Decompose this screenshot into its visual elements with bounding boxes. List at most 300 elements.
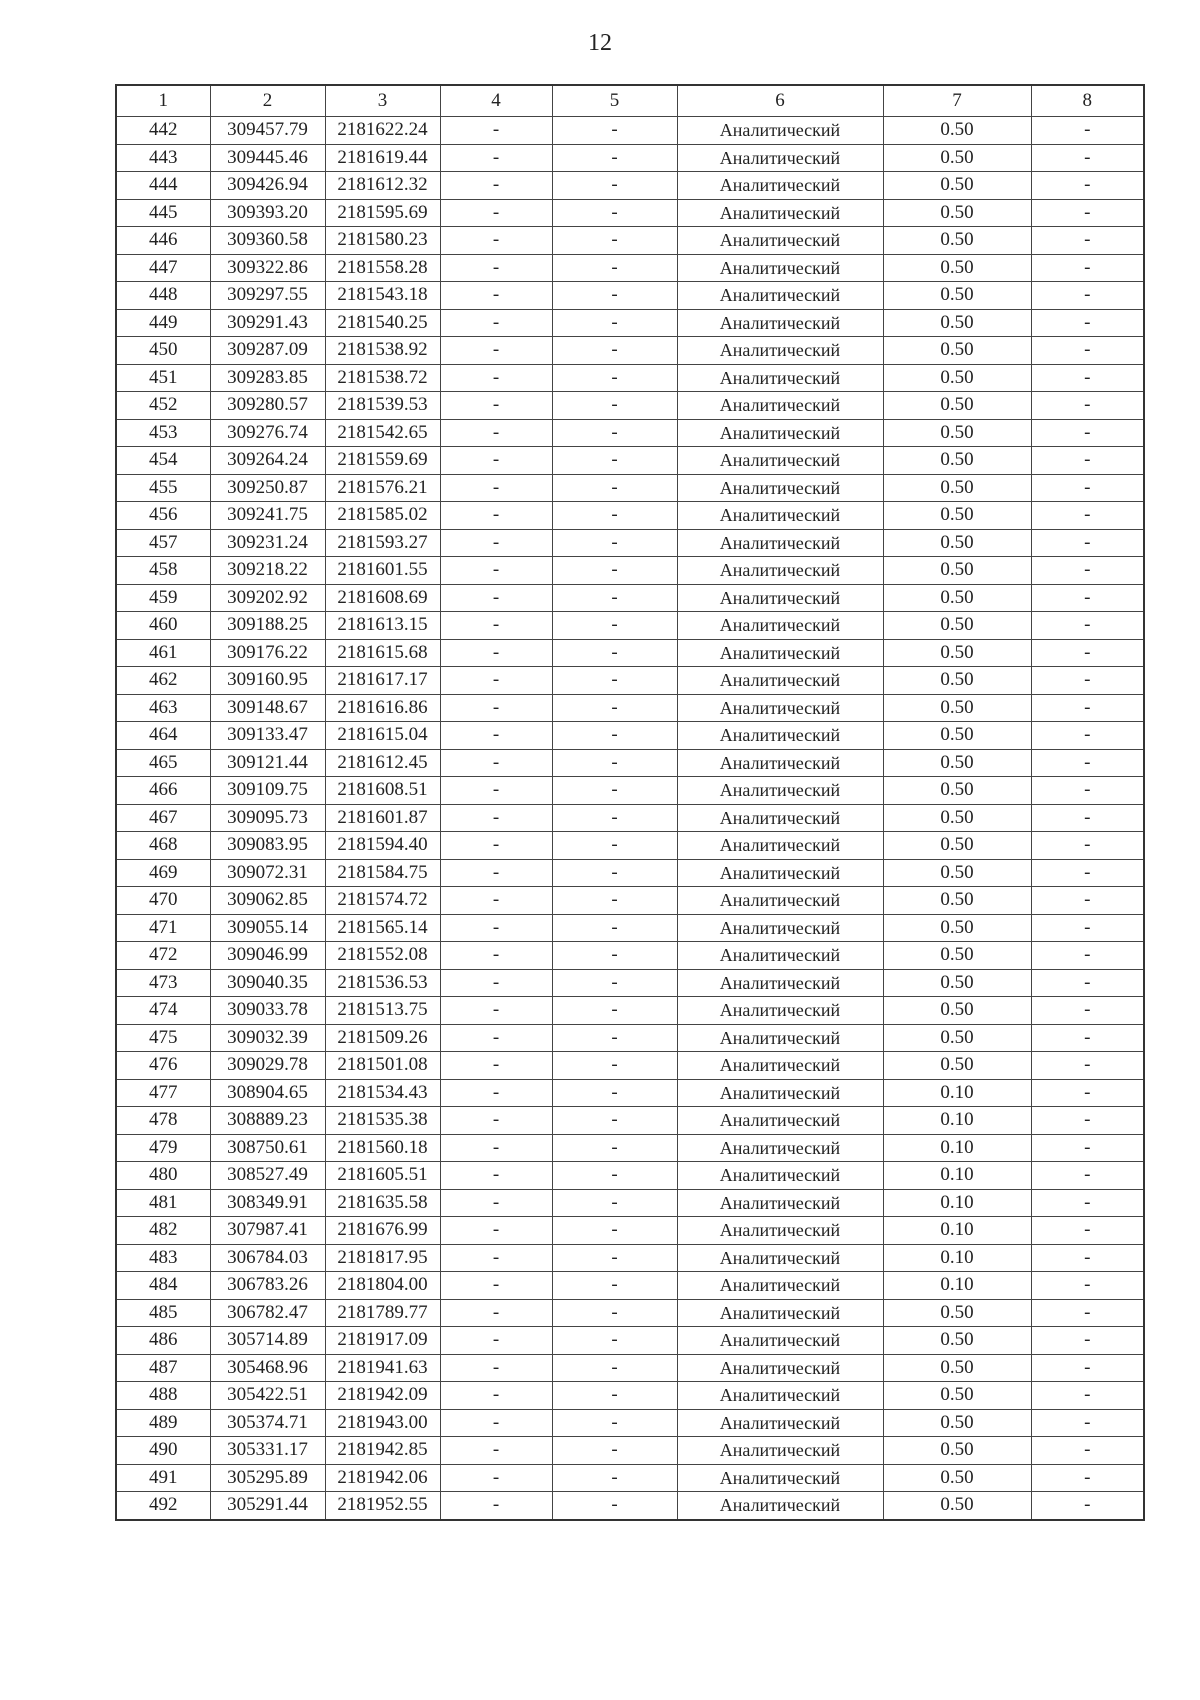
cell-col-4: - bbox=[440, 1052, 552, 1080]
cell-col-5: - bbox=[552, 914, 677, 942]
cell-point-number: 491 bbox=[116, 1464, 210, 1492]
cell-method: Аналитический bbox=[677, 804, 883, 832]
cell-accuracy: 0.50 bbox=[883, 337, 1031, 365]
cell-point-number: 479 bbox=[116, 1134, 210, 1162]
cell-method: Аналитический bbox=[677, 969, 883, 997]
cell-col-8: - bbox=[1031, 777, 1144, 805]
cell-method: Аналитический bbox=[677, 1134, 883, 1162]
cell-col-8: - bbox=[1031, 474, 1144, 502]
cell-method: Аналитический bbox=[677, 254, 883, 282]
cell-col-5: - bbox=[552, 529, 677, 557]
cell-point-number: 443 bbox=[116, 144, 210, 172]
cell-x-coordinate: 309231.24 bbox=[210, 529, 325, 557]
cell-x-coordinate: 309040.35 bbox=[210, 969, 325, 997]
cell-accuracy: 0.10 bbox=[883, 1189, 1031, 1217]
cell-point-number: 465 bbox=[116, 749, 210, 777]
cell-col-5: - bbox=[552, 227, 677, 255]
table-row bbox=[116, 914, 1144, 942]
cell-y-coordinate: 2181601.87 bbox=[325, 804, 440, 832]
cell-col-4: - bbox=[440, 309, 552, 337]
cell-col-5: - bbox=[552, 832, 677, 860]
cell-col-8: - bbox=[1031, 1079, 1144, 1107]
cell-col-4: - bbox=[440, 474, 552, 502]
cell-point-number: 475 bbox=[116, 1024, 210, 1052]
cell-method: Аналитический bbox=[677, 749, 883, 777]
cell-col-5: - bbox=[552, 502, 677, 530]
cell-point-number: 470 bbox=[116, 887, 210, 915]
cell-col-4: - bbox=[440, 667, 552, 695]
cell-col-5: - bbox=[552, 1299, 677, 1327]
cell-col-8: - bbox=[1031, 749, 1144, 777]
cell-x-coordinate: 309133.47 bbox=[210, 722, 325, 750]
cell-x-coordinate: 309457.79 bbox=[210, 117, 325, 145]
cell-x-coordinate: 309033.78 bbox=[210, 997, 325, 1025]
cell-col-4: - bbox=[440, 584, 552, 612]
table-row bbox=[116, 392, 1144, 420]
cell-accuracy: 0.50 bbox=[883, 942, 1031, 970]
cell-x-coordinate: 308889.23 bbox=[210, 1107, 325, 1135]
cell-col-4: - bbox=[440, 1272, 552, 1300]
cell-col-8: - bbox=[1031, 557, 1144, 585]
cell-y-coordinate: 2181804.00 bbox=[325, 1272, 440, 1300]
cell-accuracy: 0.50 bbox=[883, 804, 1031, 832]
cell-col-4: - bbox=[440, 997, 552, 1025]
cell-accuracy: 0.50 bbox=[883, 447, 1031, 475]
cell-method: Аналитический bbox=[677, 1437, 883, 1465]
cell-point-number: 455 bbox=[116, 474, 210, 502]
cell-col-5: - bbox=[552, 694, 677, 722]
cell-col-5: - bbox=[552, 1079, 677, 1107]
table-row bbox=[116, 639, 1144, 667]
column-header-1: 1 bbox=[116, 85, 210, 117]
cell-col-4: - bbox=[440, 1382, 552, 1410]
cell-col-8: - bbox=[1031, 419, 1144, 447]
table-row bbox=[116, 529, 1144, 557]
cell-x-coordinate: 309121.44 bbox=[210, 749, 325, 777]
cell-col-8: - bbox=[1031, 722, 1144, 750]
table-row bbox=[116, 419, 1144, 447]
cell-col-4: - bbox=[440, 1464, 552, 1492]
cell-accuracy: 0.50 bbox=[883, 1464, 1031, 1492]
table-row bbox=[116, 199, 1144, 227]
cell-method: Аналитический bbox=[677, 199, 883, 227]
cell-x-coordinate: 309445.46 bbox=[210, 144, 325, 172]
cell-point-number: 446 bbox=[116, 227, 210, 255]
cell-col-4: - bbox=[440, 1134, 552, 1162]
cell-col-4: - bbox=[440, 942, 552, 970]
cell-col-4: - bbox=[440, 337, 552, 365]
cell-y-coordinate: 2181612.45 bbox=[325, 749, 440, 777]
cell-col-4: - bbox=[440, 832, 552, 860]
cell-col-8: - bbox=[1031, 1354, 1144, 1382]
cell-method: Аналитический bbox=[677, 942, 883, 970]
cell-col-5: - bbox=[552, 1244, 677, 1272]
cell-col-8: - bbox=[1031, 859, 1144, 887]
cell-method: Аналитический bbox=[677, 914, 883, 942]
cell-col-8: - bbox=[1031, 969, 1144, 997]
cell-x-coordinate: 309055.14 bbox=[210, 914, 325, 942]
cell-col-5: - bbox=[552, 144, 677, 172]
cell-col-8: - bbox=[1031, 364, 1144, 392]
cell-x-coordinate: 305291.44 bbox=[210, 1492, 325, 1520]
cell-col-4: - bbox=[440, 419, 552, 447]
cell-accuracy: 0.50 bbox=[883, 612, 1031, 640]
cell-accuracy: 0.50 bbox=[883, 172, 1031, 200]
cell-col-5: - bbox=[552, 1162, 677, 1190]
cell-y-coordinate: 2181574.72 bbox=[325, 887, 440, 915]
cell-point-number: 477 bbox=[116, 1079, 210, 1107]
cell-method: Аналитический bbox=[677, 1272, 883, 1300]
cell-col-5: - bbox=[552, 254, 677, 282]
table-row bbox=[116, 337, 1144, 365]
cell-col-4: - bbox=[440, 1492, 552, 1520]
table-row bbox=[116, 1244, 1144, 1272]
cell-x-coordinate: 309297.55 bbox=[210, 282, 325, 310]
cell-x-coordinate: 309287.09 bbox=[210, 337, 325, 365]
cell-point-number: 450 bbox=[116, 337, 210, 365]
cell-col-4: - bbox=[440, 1024, 552, 1052]
cell-accuracy: 0.50 bbox=[883, 529, 1031, 557]
cell-col-4: - bbox=[440, 447, 552, 475]
cell-point-number: 456 bbox=[116, 502, 210, 530]
cell-method: Аналитический bbox=[677, 667, 883, 695]
cell-x-coordinate: 309046.99 bbox=[210, 942, 325, 970]
cell-x-coordinate: 309062.85 bbox=[210, 887, 325, 915]
table-row bbox=[116, 612, 1144, 640]
table-row bbox=[116, 1079, 1144, 1107]
cell-accuracy: 0.50 bbox=[883, 969, 1031, 997]
cell-accuracy: 0.50 bbox=[883, 584, 1031, 612]
cell-col-4: - bbox=[440, 254, 552, 282]
table-row bbox=[116, 1437, 1144, 1465]
cell-method: Аналитический bbox=[677, 584, 883, 612]
cell-x-coordinate: 306783.26 bbox=[210, 1272, 325, 1300]
cell-method: Аналитический bbox=[677, 694, 883, 722]
cell-col-4: - bbox=[440, 722, 552, 750]
cell-accuracy: 0.50 bbox=[883, 1382, 1031, 1410]
cell-col-5: - bbox=[552, 612, 677, 640]
table-row bbox=[116, 1134, 1144, 1162]
cell-method: Аналитический bbox=[677, 117, 883, 145]
cell-method: Аналитический bbox=[677, 1189, 883, 1217]
cell-accuracy: 0.10 bbox=[883, 1217, 1031, 1245]
cell-col-5: - bbox=[552, 639, 677, 667]
cell-col-5: - bbox=[552, 1464, 677, 1492]
cell-y-coordinate: 2181817.95 bbox=[325, 1244, 440, 1272]
cell-point-number: 476 bbox=[116, 1052, 210, 1080]
cell-x-coordinate: 308750.61 bbox=[210, 1134, 325, 1162]
cell-col-5: - bbox=[552, 749, 677, 777]
cell-x-coordinate: 305374.71 bbox=[210, 1409, 325, 1437]
cell-col-8: - bbox=[1031, 1464, 1144, 1492]
cell-point-number: 451 bbox=[116, 364, 210, 392]
cell-col-5: - bbox=[552, 447, 677, 475]
cell-y-coordinate: 2181789.77 bbox=[325, 1299, 440, 1327]
cell-method: Аналитический bbox=[677, 282, 883, 310]
cell-col-8: - bbox=[1031, 1382, 1144, 1410]
column-header-2: 2 bbox=[210, 85, 325, 117]
cell-col-8: - bbox=[1031, 1437, 1144, 1465]
table-row bbox=[116, 1464, 1144, 1492]
cell-col-5: - bbox=[552, 1107, 677, 1135]
cell-col-8: - bbox=[1031, 1162, 1144, 1190]
cell-col-5: - bbox=[552, 1272, 677, 1300]
cell-y-coordinate: 2181534.43 bbox=[325, 1079, 440, 1107]
cell-col-8: - bbox=[1031, 1299, 1144, 1327]
cell-method: Аналитический bbox=[677, 1107, 883, 1135]
cell-method: Аналитический bbox=[677, 474, 883, 502]
cell-method: Аналитический bbox=[677, 1382, 883, 1410]
cell-x-coordinate: 305468.96 bbox=[210, 1354, 325, 1382]
column-header-7: 7 bbox=[883, 85, 1031, 117]
cell-accuracy: 0.50 bbox=[883, 914, 1031, 942]
cell-x-coordinate: 306784.03 bbox=[210, 1244, 325, 1272]
cell-point-number: 472 bbox=[116, 942, 210, 970]
cell-col-4: - bbox=[440, 1244, 552, 1272]
cell-accuracy: 0.50 bbox=[883, 309, 1031, 337]
cell-y-coordinate: 2181540.25 bbox=[325, 309, 440, 337]
cell-col-8: - bbox=[1031, 392, 1144, 420]
table-row bbox=[116, 447, 1144, 475]
cell-x-coordinate: 305714.89 bbox=[210, 1327, 325, 1355]
cell-point-number: 459 bbox=[116, 584, 210, 612]
cell-accuracy: 0.50 bbox=[883, 832, 1031, 860]
cell-point-number: 466 bbox=[116, 777, 210, 805]
cell-col-5: - bbox=[552, 474, 677, 502]
table-row bbox=[116, 144, 1144, 172]
cell-accuracy: 0.50 bbox=[883, 1327, 1031, 1355]
cell-point-number: 468 bbox=[116, 832, 210, 860]
cell-method: Аналитический bbox=[677, 1244, 883, 1272]
cell-point-number: 464 bbox=[116, 722, 210, 750]
cell-accuracy: 0.50 bbox=[883, 667, 1031, 695]
cell-method: Аналитический bbox=[677, 997, 883, 1025]
cell-accuracy: 0.50 bbox=[883, 1354, 1031, 1382]
cell-col-5: - bbox=[552, 997, 677, 1025]
table-row bbox=[116, 694, 1144, 722]
cell-point-number: 485 bbox=[116, 1299, 210, 1327]
cell-accuracy: 0.50 bbox=[883, 749, 1031, 777]
column-header-8: 8 bbox=[1031, 85, 1144, 117]
cell-col-8: - bbox=[1031, 997, 1144, 1025]
cell-col-5: - bbox=[552, 117, 677, 145]
table-row bbox=[116, 1327, 1144, 1355]
cell-accuracy: 0.50 bbox=[883, 254, 1031, 282]
cell-point-number: 462 bbox=[116, 667, 210, 695]
cell-x-coordinate: 309393.20 bbox=[210, 199, 325, 227]
cell-method: Аналитический bbox=[677, 419, 883, 447]
cell-method: Аналитический bbox=[677, 1079, 883, 1107]
cell-col-5: - bbox=[552, 1354, 677, 1382]
cell-col-5: - bbox=[552, 1382, 677, 1410]
cell-y-coordinate: 2181543.18 bbox=[325, 282, 440, 310]
cell-method: Аналитический bbox=[677, 502, 883, 530]
cell-x-coordinate: 309029.78 bbox=[210, 1052, 325, 1080]
cell-x-coordinate: 309322.86 bbox=[210, 254, 325, 282]
cell-accuracy: 0.50 bbox=[883, 282, 1031, 310]
cell-point-number: 490 bbox=[116, 1437, 210, 1465]
table-row bbox=[116, 997, 1144, 1025]
cell-x-coordinate: 305331.17 bbox=[210, 1437, 325, 1465]
cell-method: Аналитический bbox=[677, 144, 883, 172]
cell-col-8: - bbox=[1031, 1409, 1144, 1437]
cell-method: Аналитический bbox=[677, 227, 883, 255]
table-row bbox=[116, 584, 1144, 612]
cell-col-8: - bbox=[1031, 199, 1144, 227]
cell-accuracy: 0.50 bbox=[883, 1492, 1031, 1520]
cell-point-number: 458 bbox=[116, 557, 210, 585]
cell-col-4: - bbox=[440, 502, 552, 530]
cell-accuracy: 0.50 bbox=[883, 1409, 1031, 1437]
cell-col-8: - bbox=[1031, 309, 1144, 337]
cell-method: Аналитический bbox=[677, 639, 883, 667]
cell-method: Аналитический bbox=[677, 1492, 883, 1520]
cell-col-5: - bbox=[552, 282, 677, 310]
coordinates-table bbox=[115, 84, 1145, 1521]
cell-point-number: 474 bbox=[116, 997, 210, 1025]
cell-point-number: 453 bbox=[116, 419, 210, 447]
table-row bbox=[116, 777, 1144, 805]
cell-y-coordinate: 2181601.55 bbox=[325, 557, 440, 585]
cell-x-coordinate: 309188.25 bbox=[210, 612, 325, 640]
cell-method: Аналитический bbox=[677, 392, 883, 420]
table-row bbox=[116, 1382, 1144, 1410]
table-row bbox=[116, 749, 1144, 777]
cell-col-8: - bbox=[1031, 502, 1144, 530]
cell-x-coordinate: 308904.65 bbox=[210, 1079, 325, 1107]
cell-col-4: - bbox=[440, 529, 552, 557]
cell-point-number: 448 bbox=[116, 282, 210, 310]
cell-y-coordinate: 2181558.28 bbox=[325, 254, 440, 282]
cell-col-4: - bbox=[440, 172, 552, 200]
cell-method: Аналитический bbox=[677, 309, 883, 337]
cell-col-8: - bbox=[1031, 529, 1144, 557]
table-row bbox=[116, 1162, 1144, 1190]
cell-col-8: - bbox=[1031, 612, 1144, 640]
cell-col-4: - bbox=[440, 859, 552, 887]
cell-col-4: - bbox=[440, 1437, 552, 1465]
cell-col-5: - bbox=[552, 777, 677, 805]
cell-col-8: - bbox=[1031, 1244, 1144, 1272]
cell-accuracy: 0.10 bbox=[883, 1244, 1031, 1272]
cell-col-8: - bbox=[1031, 942, 1144, 970]
cell-col-4: - bbox=[440, 914, 552, 942]
cell-col-5: - bbox=[552, 1134, 677, 1162]
cell-col-8: - bbox=[1031, 639, 1144, 667]
cell-point-number: 461 bbox=[116, 639, 210, 667]
cell-accuracy: 0.10 bbox=[883, 1079, 1031, 1107]
cell-accuracy: 0.50 bbox=[883, 474, 1031, 502]
cell-x-coordinate: 309426.94 bbox=[210, 172, 325, 200]
cell-point-number: 469 bbox=[116, 859, 210, 887]
cell-x-coordinate: 309291.43 bbox=[210, 309, 325, 337]
table-row bbox=[116, 474, 1144, 502]
table-row bbox=[116, 722, 1144, 750]
cell-x-coordinate: 309218.22 bbox=[210, 557, 325, 585]
cell-y-coordinate: 2181538.92 bbox=[325, 337, 440, 365]
cell-method: Аналитический bbox=[677, 529, 883, 557]
cell-y-coordinate: 2181952.55 bbox=[325, 1492, 440, 1520]
cell-col-4: - bbox=[440, 1189, 552, 1217]
cell-point-number: 488 bbox=[116, 1382, 210, 1410]
cell-y-coordinate: 2181617.17 bbox=[325, 667, 440, 695]
table-row bbox=[116, 1409, 1144, 1437]
table-row bbox=[116, 804, 1144, 832]
cell-col-8: - bbox=[1031, 584, 1144, 612]
cell-x-coordinate: 309176.22 bbox=[210, 639, 325, 667]
cell-col-8: - bbox=[1031, 117, 1144, 145]
cell-accuracy: 0.10 bbox=[883, 1134, 1031, 1162]
cell-col-4: - bbox=[440, 144, 552, 172]
cell-col-5: - bbox=[552, 1409, 677, 1437]
cell-col-8: - bbox=[1031, 172, 1144, 200]
header-row bbox=[116, 85, 1144, 117]
cell-method: Аналитический bbox=[677, 1217, 883, 1245]
cell-x-coordinate: 309032.39 bbox=[210, 1024, 325, 1052]
column-header-5: 5 bbox=[552, 85, 677, 117]
table-row bbox=[116, 254, 1144, 282]
table-row bbox=[116, 117, 1144, 145]
cell-col-5: - bbox=[552, 557, 677, 585]
cell-col-4: - bbox=[440, 1162, 552, 1190]
cell-col-5: - bbox=[552, 804, 677, 832]
column-header-6: 6 bbox=[677, 85, 883, 117]
cell-col-5: - bbox=[552, 722, 677, 750]
cell-col-8: - bbox=[1031, 447, 1144, 475]
table-row bbox=[116, 364, 1144, 392]
cell-y-coordinate: 2181536.53 bbox=[325, 969, 440, 997]
cell-col-8: - bbox=[1031, 1492, 1144, 1520]
cell-y-coordinate: 2181501.08 bbox=[325, 1052, 440, 1080]
cell-point-number: 483 bbox=[116, 1244, 210, 1272]
cell-x-coordinate: 309241.75 bbox=[210, 502, 325, 530]
cell-y-coordinate: 2181585.02 bbox=[325, 502, 440, 530]
cell-x-coordinate: 309276.74 bbox=[210, 419, 325, 447]
cell-point-number: 460 bbox=[116, 612, 210, 640]
cell-point-number: 492 bbox=[116, 1492, 210, 1520]
cell-y-coordinate: 2181616.86 bbox=[325, 694, 440, 722]
cell-col-8: - bbox=[1031, 1107, 1144, 1135]
cell-col-8: - bbox=[1031, 1052, 1144, 1080]
cell-x-coordinate: 307987.41 bbox=[210, 1217, 325, 1245]
cell-y-coordinate: 2181576.21 bbox=[325, 474, 440, 502]
cell-col-5: - bbox=[552, 419, 677, 447]
cell-y-coordinate: 2181513.75 bbox=[325, 997, 440, 1025]
cell-accuracy: 0.10 bbox=[883, 1272, 1031, 1300]
cell-x-coordinate: 309160.95 bbox=[210, 667, 325, 695]
cell-col-5: - bbox=[552, 392, 677, 420]
cell-accuracy: 0.50 bbox=[883, 694, 1031, 722]
cell-col-5: - bbox=[552, 1437, 677, 1465]
cell-method: Аналитический bbox=[677, 859, 883, 887]
cell-col-5: - bbox=[552, 667, 677, 695]
cell-method: Аналитический bbox=[677, 777, 883, 805]
cell-col-5: - bbox=[552, 199, 677, 227]
cell-col-4: - bbox=[440, 364, 552, 392]
cell-y-coordinate: 2181539.53 bbox=[325, 392, 440, 420]
cell-point-number: 444 bbox=[116, 172, 210, 200]
cell-col-4: - bbox=[440, 392, 552, 420]
table-row bbox=[116, 887, 1144, 915]
cell-y-coordinate: 2181917.09 bbox=[325, 1327, 440, 1355]
cell-accuracy: 0.50 bbox=[883, 392, 1031, 420]
cell-col-5: - bbox=[552, 942, 677, 970]
table-row bbox=[116, 1217, 1144, 1245]
cell-accuracy: 0.50 bbox=[883, 859, 1031, 887]
cell-y-coordinate: 2181942.85 bbox=[325, 1437, 440, 1465]
cell-accuracy: 0.50 bbox=[883, 1024, 1031, 1052]
cell-accuracy: 0.50 bbox=[883, 777, 1031, 805]
